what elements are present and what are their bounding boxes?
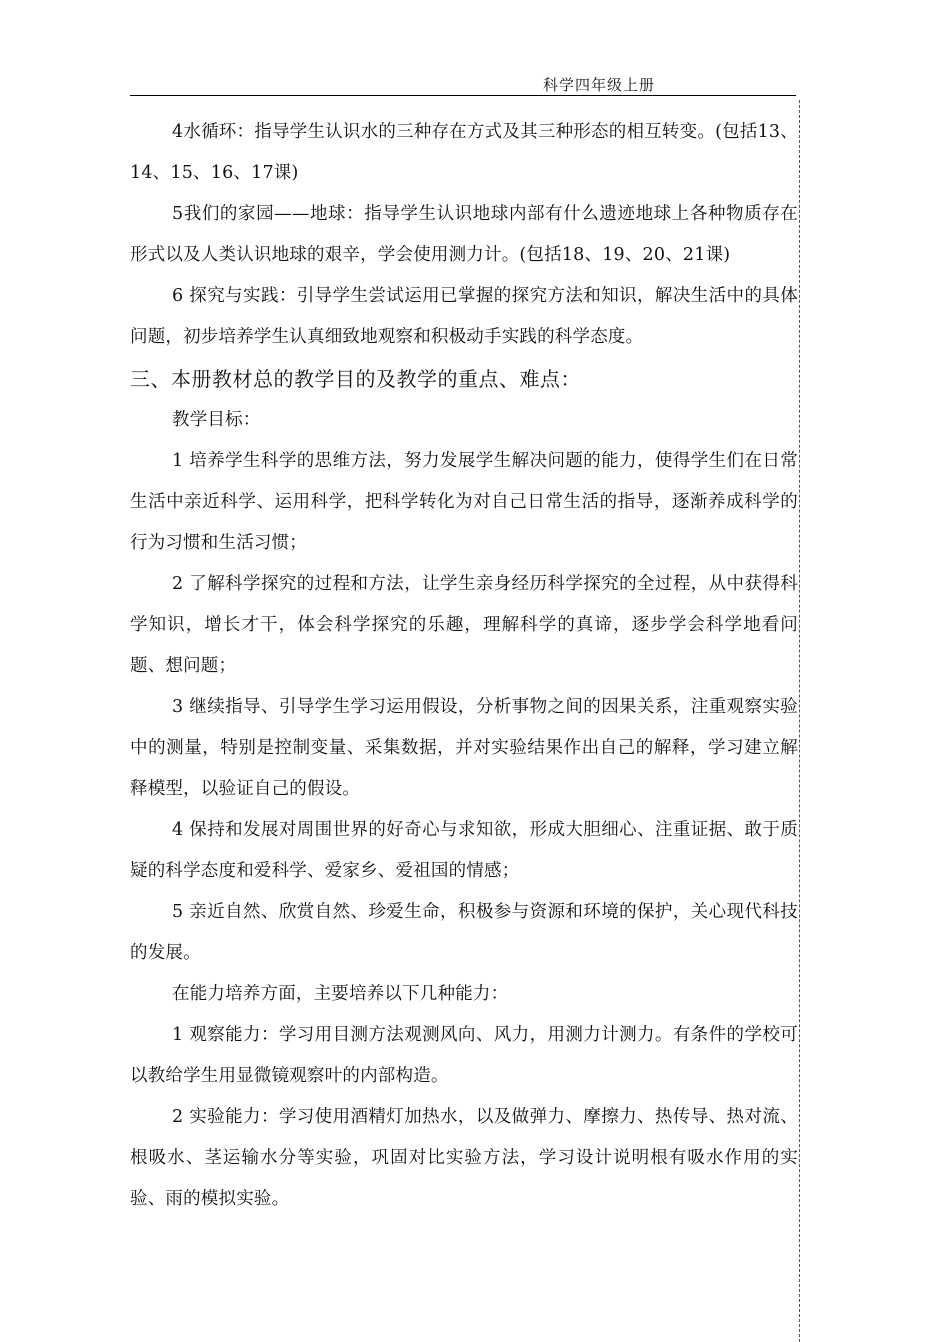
goal-item: 4 保持和发展对周围世界的好奇心与求知欲，形成大胆细心、注重证据、敢于质疑的科学态度和爱科学、爱家乡、爱祖国的情感； — [130, 820, 798, 881]
goal-item: 5 亲近自然、欣赏自然、珍爱生命，积极参与资源和环境的保护，关心现代科技的发展。 — [130, 902, 798, 963]
ability-intro: 在能力培养方面，主要培养以下几种能力： — [172, 984, 509, 1004]
document-body — [130, 112, 798, 1220]
goals-label: 教学目标： — [172, 410, 261, 430]
goal-item: 1 培养学生科学的思维方法，努力发展学生解决问题的能力，使得学生们在日常生活中亲近科学、运用科学，把科学转化为对自己日常生活的指导，逐渐养成科学的行为习惯和生活习惯； — [130, 451, 798, 553]
goal-item: 2 了解科学探究的过程和方法，让学生亲身经历科学探究的全过程，从中获得科学知识，增长才干，体会科学探究的乐趣，理解科学的真谛，逐步学会科学地看问题、想问题； — [130, 574, 798, 676]
header-rule — [130, 95, 796, 96]
ability-item: 1 观察能力：学习用目测方法观测风向、风力，用测力计测力。有条件的学校可以教给学生用显微镜观察叶的内部构造。 — [130, 1025, 798, 1086]
paragraph-water-cycle: 4水循环：指导学生认识水的三种存在方式及其三种形态的相互转变。(包括13、14、15、16、17课) — [130, 122, 798, 183]
goal-item: 3 继续指导、引导学生学习运用假设，分析事物之间的因果关系，注重观察实验中的测量，特别是控制变量、采集数据，并对实验结果作出自己的解释，学习建立解释模型，以验证自己的假设。 — [130, 697, 798, 799]
header-title: 科学四年级上册 — [543, 76, 656, 94]
paragraph-earth: 5我们的家园——地球：指导学生认识地球内部有什么遗迹地球上各种物质存在形式以及人类认识地球的艰辛，学会使用测力计。(包括18、19、20、21课) — [130, 204, 798, 265]
margin-dashed-line — [799, 100, 800, 1342]
paragraph-practice: 6 探究与实践：引导学生尝试运用已掌握的探究方法和知识，解决生活中的具体问题，初步培养学生认真细致地观察和积极动手实践的科学态度。 — [130, 286, 798, 347]
section-heading: 三、本册教材总的教学目的及教学的重点、难点： — [130, 367, 581, 391]
ability-item: 2 实验能力：学习使用酒精灯加热水，以及做弹力、摩擦力、热传导、热对流、根吸水、茎运输水分等实验，巩固对比实验方法，学习设计说明根有吸水作用的实验、雨的模拟实验。 — [130, 1107, 798, 1209]
